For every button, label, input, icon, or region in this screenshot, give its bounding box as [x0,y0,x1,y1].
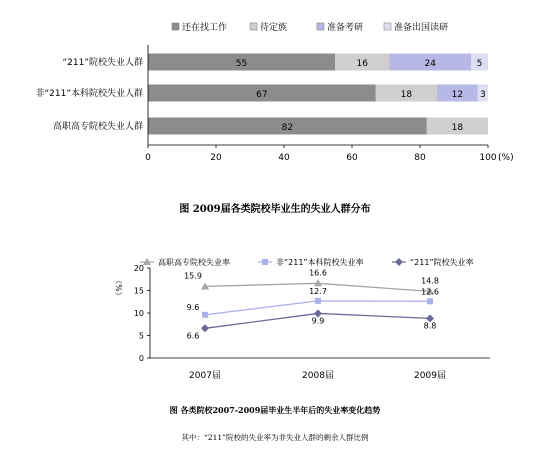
y-tick-label: 10 [133,309,144,318]
x-axis-unit: (%) [498,153,514,163]
diamond-marker [395,258,403,266]
data-label: 12 [451,90,464,100]
legend-label: 非“211”本科院校失业率 [276,258,364,267]
bar-area [35,54,488,135]
square-marker [262,259,268,265]
x-tick-label: 60 [346,153,358,163]
data-label: 5 [476,59,483,69]
chart-note: 其中：“211”院校的失业率为非失业人群的剩余人群比例 [181,433,369,442]
legend [140,257,474,267]
category-label: “211”院校失业人群 [62,58,143,68]
data-label: 8.8 [423,321,437,331]
data-label: 3 [480,90,486,100]
data-label: 15.9 [184,271,202,281]
x-tick-label: 2009届 [414,371,446,381]
square-marker [427,298,433,304]
x-tick-label: 0 [145,153,151,163]
data-label: 12.6 [421,287,439,297]
y-axis-label: （%） [114,276,123,300]
data-label: 14.8 [421,276,439,286]
data-label: 9.6 [186,302,200,312]
square-marker [202,312,208,318]
data-label: 82 [281,123,294,133]
plot-area [184,268,439,340]
data-label: 9.9 [311,316,325,326]
legend-swatch [172,23,179,30]
x-tick-label: 20 [210,153,222,163]
y-tick-label: 0 [138,354,144,363]
diamond-marker [201,324,209,332]
category-label: 非“211”本科院校失业人群 [35,89,143,99]
line-chart [0,248,550,408]
y-tick-label: 15 [133,286,144,296]
legend-label: 准备考研 [327,23,364,33]
legend [172,21,448,33]
x-tick-label: 80 [414,153,426,163]
legend-label: 高职高专院校失业率 [158,258,230,267]
data-label: 55 [235,59,248,69]
y-tick-label: 5 [138,331,144,341]
square-marker [315,298,321,304]
category-label: 高职高专院校失业人群 [52,122,143,132]
x-tick-label: 100 [479,153,497,163]
legend-swatch [384,23,391,30]
data-label: 18 [400,90,413,100]
x-tick-label: 2007届 [189,371,221,381]
stacked-bar-chart [0,0,550,200]
y-tick-label: 20 [133,264,144,273]
legend-swatch [317,23,324,30]
data-label: 67 [256,90,268,100]
x-tick-label: 2008届 [302,371,334,381]
data-label: 24 [424,59,436,69]
chart-title-distribution: 图 2009届各类院校毕业生的失业人群分布 [179,204,371,215]
data-label: 6.6 [186,331,200,341]
data-label: 16 [356,59,368,69]
legend-label: 还在找工作 [182,23,228,33]
data-label: 12.7 [309,286,327,296]
legend-label: “211”院校失业率 [410,258,474,267]
legend-label: 准备出国读研 [394,23,449,33]
chart-title-trend: 图 各类院校2007-2009届毕业生半年后的失业率变化趋势 [169,405,381,415]
legend-swatch [250,23,257,30]
data-label: 18 [451,123,464,133]
legend-label: 待定族 [260,23,288,33]
x-tick-label: 40 [278,153,290,163]
data-label: 16.6 [309,268,327,278]
